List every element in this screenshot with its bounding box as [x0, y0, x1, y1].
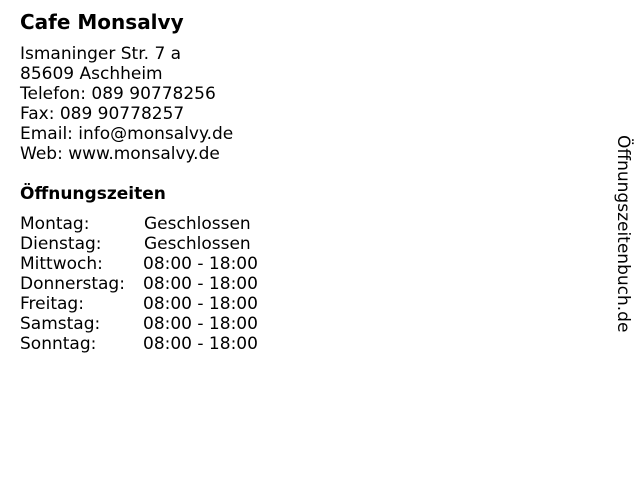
day-label: Mittwoch: — [20, 254, 103, 274]
day-label: Sonntag: — [20, 334, 97, 354]
hours-row-sunday — [20, 334, 280, 354]
hours-value: 08:00 - 18:00 — [143, 294, 258, 314]
source-watermark: Öffnungszeitenbuch.de — [613, 135, 633, 333]
hours-value: Geschlossen — [144, 214, 251, 234]
opening-hours-heading: Öffnungszeiten — [20, 184, 166, 204]
hours-value: 08:00 - 18:00 — [143, 314, 258, 334]
hours-value: 08:00 - 18:00 — [143, 254, 258, 274]
city-postal-code: 85609 Aschheim — [20, 64, 163, 84]
hours-row-tuesday — [20, 234, 280, 254]
day-label: Freitag: — [20, 294, 84, 314]
business-name: Cafe Monsalvy — [20, 10, 184, 34]
contact-block — [20, 44, 233, 164]
website-address: Web: www.monsalvy.de — [20, 144, 220, 164]
fax-number: Fax: 089 90778257 — [20, 104, 185, 124]
day-label: Dienstag: — [20, 234, 102, 254]
hours-value: 08:00 - 18:00 — [143, 274, 258, 294]
hours-row-saturday — [20, 314, 280, 334]
phone-number: Telefon: 089 90778256 — [20, 84, 216, 104]
hours-row-thursday — [20, 274, 280, 294]
hours-value: Geschlossen — [144, 234, 251, 254]
day-label: Montag: — [20, 214, 90, 234]
day-label: Donnerstag: — [20, 274, 125, 294]
day-label: Samstag: — [20, 314, 101, 334]
street-address: Ismaninger Str. 7 a — [20, 44, 182, 64]
hours-value: 08:00 - 18:00 — [143, 334, 258, 354]
hours-row-friday — [20, 294, 280, 314]
hours-row-wednesday — [20, 254, 280, 274]
email-address: Email: info@monsalvy.de — [20, 124, 234, 144]
opening-hours-table — [20, 214, 280, 354]
hours-row-monday — [20, 214, 280, 234]
